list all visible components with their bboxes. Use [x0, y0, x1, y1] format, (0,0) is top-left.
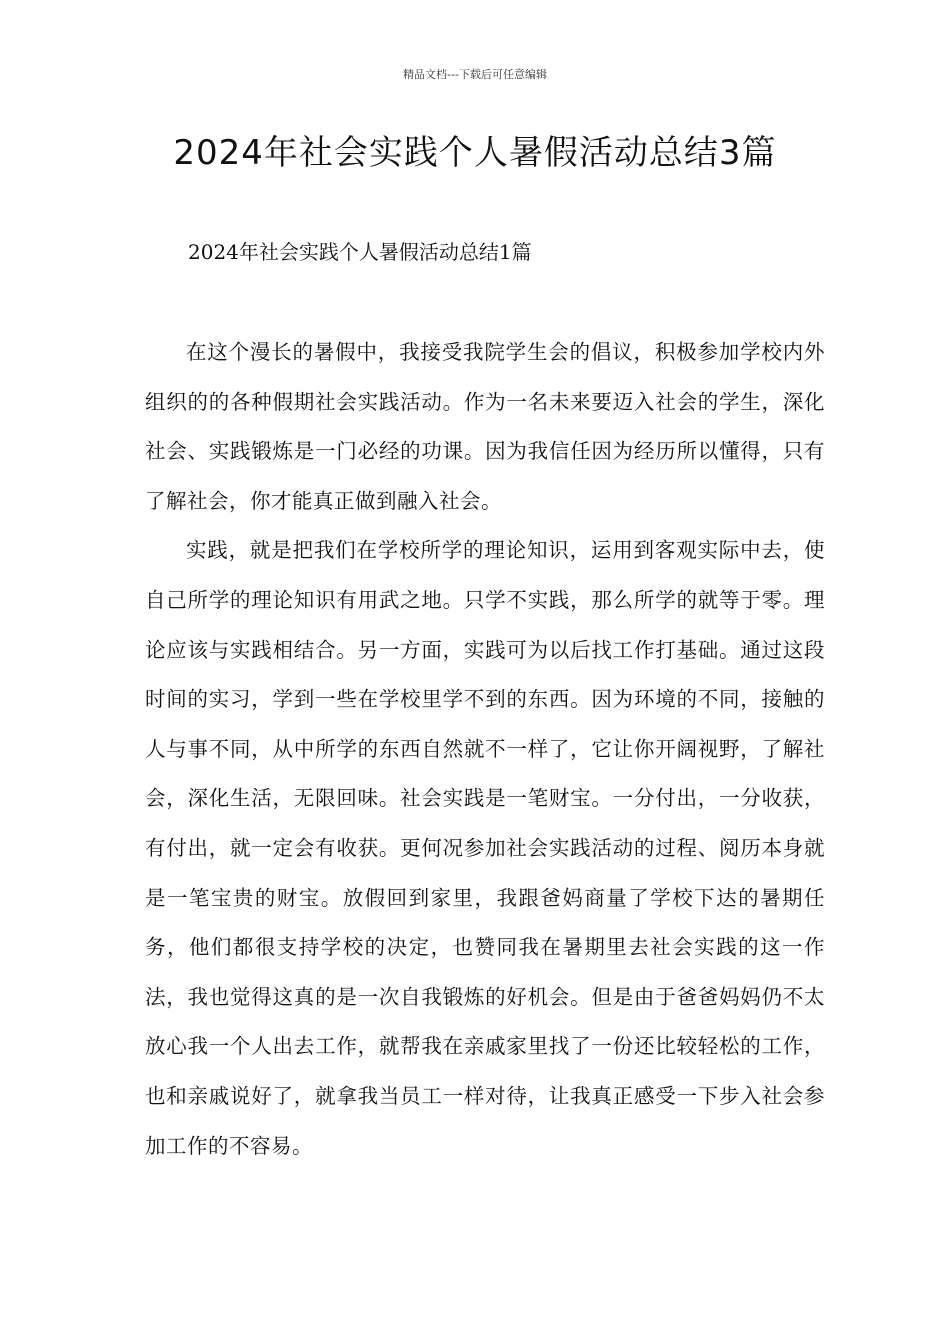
body-text — [145, 328, 825, 1171]
section-subtitle: 2024年社会实践个人暑假活动总结1篇 — [188, 240, 532, 264]
header-note: 精品文档---下载后可任意编辑 — [403, 68, 547, 81]
paragraph: 在这个漫长的暑假中，我接受我院学生会的倡议，积极参加学校内外组织的的各种假期社会实践活动。作为一名未来要迈入社会的学生，深化社会、实践锻炼是一门必经的功课。因为我信任因为经历所以懂得，只有了解社会，你才能真正做到融入社会。 — [145, 340, 825, 513]
document-title: 2024年社会实践个人暑假活动总结3篇 — [173, 133, 777, 173]
paragraph: 实践，就是把我们在学校所学的理论知识，运用到客观实际中去，使自己所学的理论知识有用武之地。只学不实践，那么所学的就等于零。理论应该与实践相结合。另一方面，实践可为以后找工作打基础。通过这段时间的实习，学到一些在学校里学不到的东西。因为环境的不同，接触的人与事不同，从中所学的东西自然就不一样了，它让你开阔视野，了解社会，深化生活，无限回味。社会实践是一笔财宝。一分付出，一分收获，有付出，就一定会有收获。更何况参加社会实践活动的过程、阅历本身就是一笔宝贵的财宝。放假回到家里，我跟爸妈商量了学校下达的暑期任务，他们都很支持学校的决定，也赞同我在暑期里去社会实践的这一作法，我也觉得这真的是一次自我锻炼的好机会。但是由于爸爸妈妈仍不太放心我一个人出去工作，就帮我在亲戚家里找了一份还比较轻松的工作，也和亲戚说好了，就拿我当员工一样对待，让我真正感受一下步入社会参加工作的不容易。 — [145, 538, 825, 1158]
